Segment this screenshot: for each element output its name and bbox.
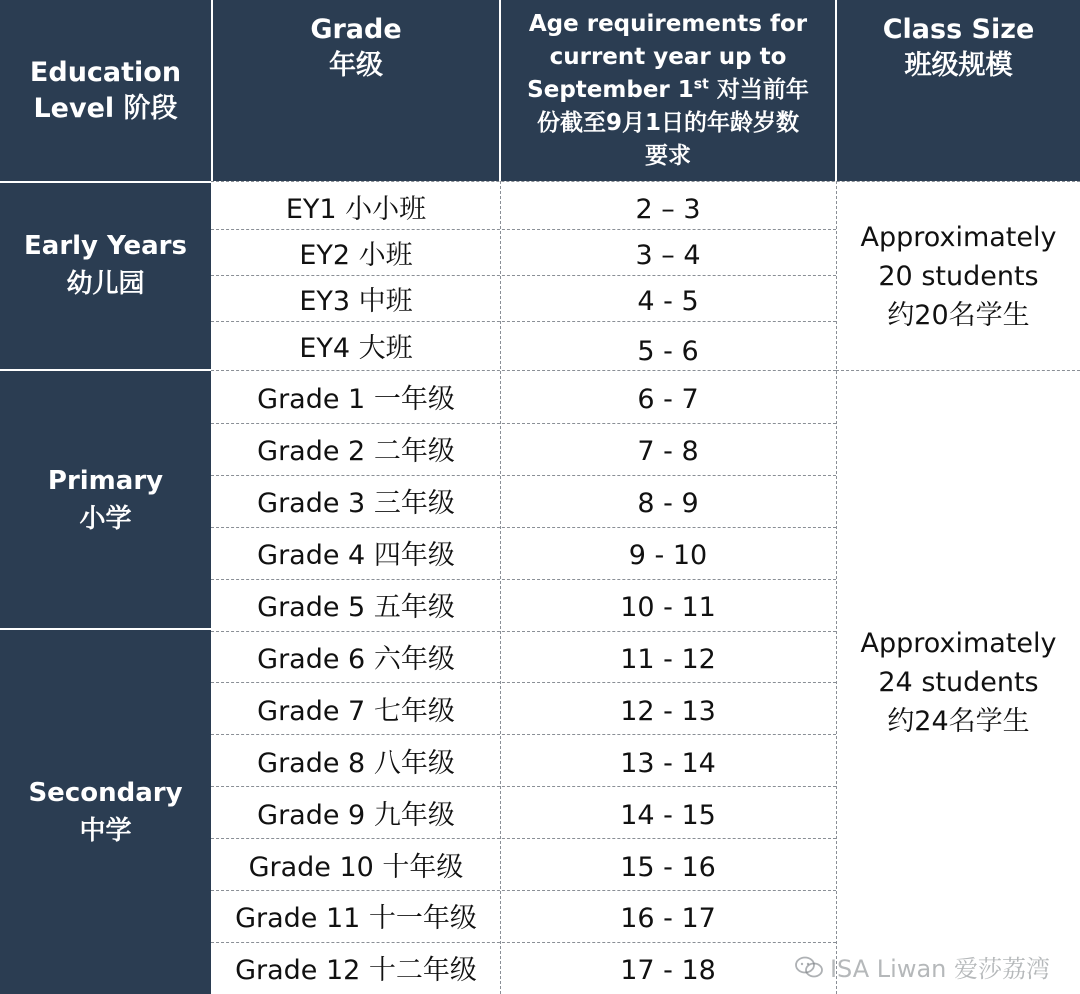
row-divider [211,942,836,943]
level-secondary-zh: 中学 [79,816,132,846]
separator-header-level [0,181,211,183]
age-cell: 4 - 5 [637,285,699,317]
row-divider [211,838,836,839]
row-divider [211,682,836,683]
row-divider [211,527,836,528]
level-early-years-en: Early Years [24,231,187,261]
header-grade-zh: 年级 [329,50,383,81]
separator-primary-secondary [0,628,211,630]
header-class-size [837,0,1080,181]
row-divider [211,229,836,230]
divider-ey-primary-size [836,370,1080,371]
grade-cell: Grade 2 二年级 [257,436,455,468]
level-primary-zh: 小学 [79,503,132,534]
divider-header-bottom [211,181,1080,182]
age-cell: 17 - 18 [620,955,716,987]
age-cell: 10 - 11 [620,592,716,624]
grade-cell: EY3 中班 [299,285,413,317]
grade-cell: Grade 4 四年级 [257,540,455,572]
header-education-level-en: Education [29,56,182,88]
watermark [794,949,1050,984]
age-cell: 7 - 8 [637,436,699,468]
age-cell: 5 - 6 [637,336,699,367]
level-early-years-zh: 幼儿园 [66,269,145,299]
level-primary [0,371,211,628]
row-divider [211,475,836,476]
grade-cell: Grade 11 十一年级 [235,903,477,935]
separator-header-vertical-1 [211,0,213,181]
divider-age-size [836,181,837,994]
class-size-ey-line2: 20 students [878,260,1039,292]
grade-cell: Grade 10 十年级 [248,851,464,883]
row-divider [211,579,836,580]
grade-cell: EY4 大班 [299,332,413,364]
separator-header-vertical-2 [499,0,501,181]
row-divider [211,734,836,735]
row-divider [211,890,836,891]
age-cell: 16 - 17 [620,903,716,935]
age-cell: 6 - 7 [637,384,699,416]
class-size-early-years [837,183,1080,369]
row-divider [211,631,836,632]
age-cell: 13 - 14 [620,747,716,779]
watermark-text: ISA Liwan 爱莎荔湾 [829,955,1050,983]
level-secondary-en: Secondary [28,778,183,808]
separator-header-vertical-3 [835,0,837,181]
grade-cell: Grade 9 九年级 [257,799,455,831]
header-age-line4: 份截至9月1日的年龄岁数 [536,110,799,136]
level-early-years [0,183,211,369]
age-cell: 3 – 4 [635,239,701,271]
header-education-level-zh: Level 阶段 [33,92,178,124]
header-education-level [0,0,211,181]
separator-ey-primary [0,369,211,371]
header-age-line1: Age requirements for [528,11,808,37]
grade-cell: Grade 6 六年级 [257,643,455,675]
divider-grade-age [500,181,501,994]
header-age-line3-pre: September 1 [527,77,694,103]
grade-cell: Grade 8 八年级 [257,747,455,779]
level-primary-en: Primary [47,465,164,496]
grade-cell: EY1 小小班 [285,193,427,225]
wechat-icon [794,955,824,979]
grade-cell: EY2 小班 [299,239,413,271]
header-grade [213,0,499,181]
header-age-line5: 要求 [645,143,691,169]
row-divider [211,275,836,276]
class-size-ps-line3: 约24名学生 [887,706,1030,737]
grade-cell: Grade 5 五年级 [257,592,455,624]
class-size-ey-line3: 约20名学生 [887,299,1030,331]
row-divider [211,321,836,322]
class-size-ps-line2: 24 students [878,667,1039,698]
age-cell: 11 - 12 [620,643,716,675]
grade-cell: Grade 1 一年级 [257,384,455,416]
class-size-primary-secondary [837,371,1080,994]
row-divider [211,423,836,424]
header-age-line2: current year up to [549,44,787,70]
class-size-ey-line1: Approximately [860,221,1057,253]
header-class-size-zh: 班级规模 [904,50,1013,81]
row-divider [211,786,836,787]
header-class-size-en: Class Size [882,14,1035,45]
header-age-line3-sup: st [693,76,709,93]
grade-cell: Grade 3 三年级 [257,488,455,520]
header-age-line3 [527,74,809,107]
grade-cell: Grade 7 七年级 [257,695,455,727]
class-size-ps-line1: Approximately [860,628,1057,659]
header-grade-en: Grade [310,14,402,45]
grade-cell: Grade 12 十二年级 [235,955,477,987]
age-cell: 9 - 10 [628,540,708,572]
age-cell: 8 - 9 [637,488,699,520]
age-cell: 2 – 3 [635,193,701,225]
age-cell: 15 - 16 [620,851,716,883]
header-age-requirements [501,0,835,181]
header-age-line3-post: 对当前年 [708,77,809,103]
age-cell: 12 - 13 [620,695,716,727]
age-cell: 14 - 15 [620,799,716,831]
row-divider-ey-primary [211,370,836,371]
level-secondary [0,630,211,994]
